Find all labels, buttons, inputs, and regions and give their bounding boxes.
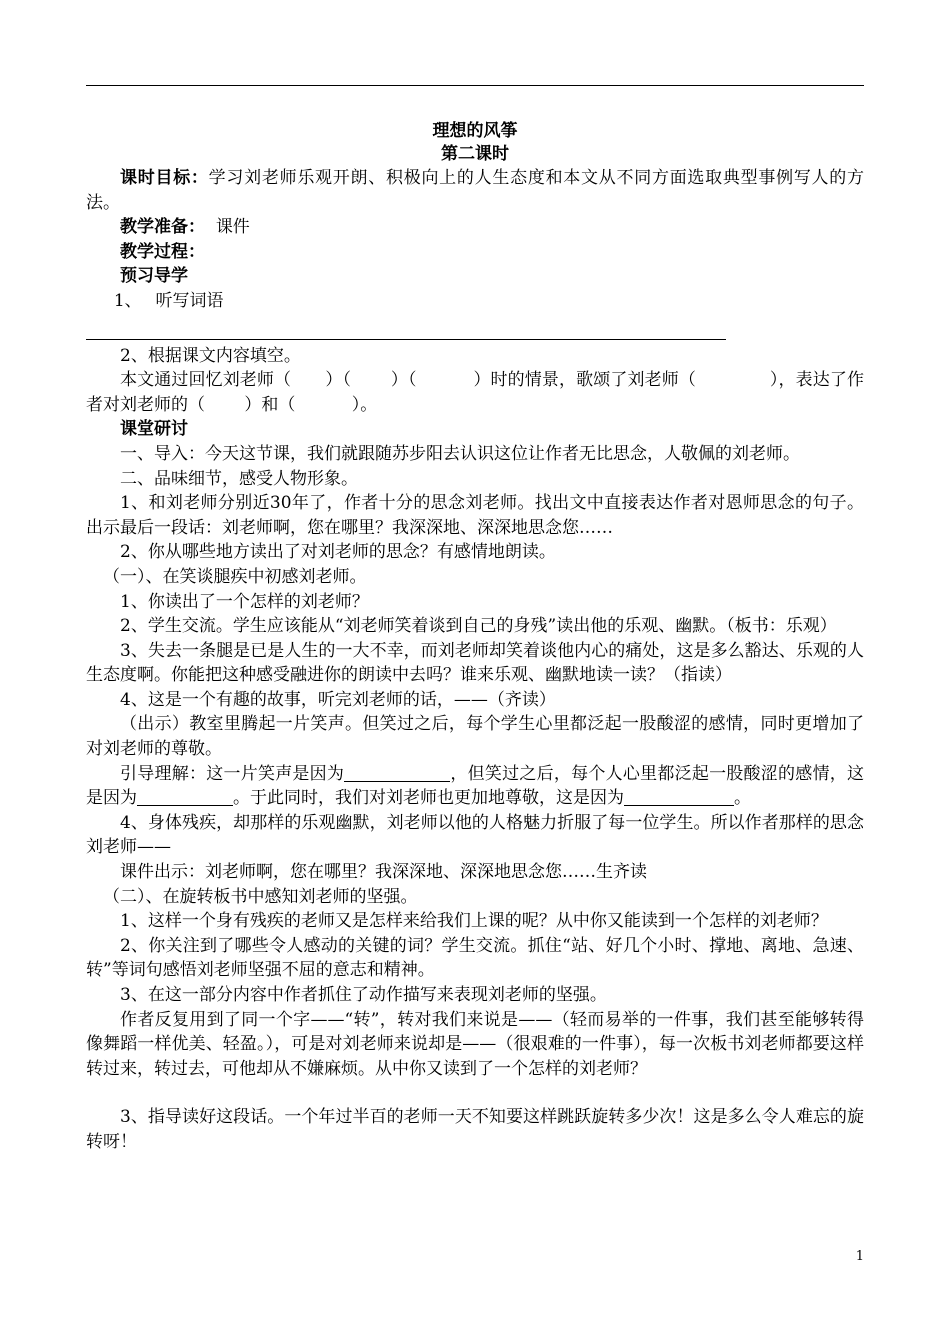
dictation-label: 1、 听写词语 (113, 290, 224, 311)
page-number: 1 (855, 1249, 864, 1264)
paragraph: 2、学生交流。学生应该能从“刘老师笑着谈到自己的身残”读出他的乐观、幽默。（板书：乐观） (120, 616, 837, 637)
paragraph: 4、身体残疾，却那样的乐观幽默，刘老师以他的人格魅力折服了每一位学生。所以作者那样的思念刘老师—— (86, 812, 864, 858)
preview-item-2: 2、根据课文内容填空。 (120, 345, 301, 366)
paragraph: 作者反复用到了同一个字——“转”，转对我们来说是——（轻而易举的一件事，我们甚至能够转得像舞蹈一样优美、轻盈。），可是对刘老师来说却是——（很艰难的一件事），每一次板书刘老师都要这样转过来，转过去，可他却从不嫌麻烦。从中你又读到了一个怎样的刘老师？ (86, 1009, 864, 1079)
answer-blank (624, 789, 734, 806)
preview-fill-blank: 本文通过回忆刘老师（ ）（ ）（ ）时的情景，歌颂了刘老师（ ），表达了作者对刘老师的（ ）和（ ）。 (86, 370, 864, 415)
process-heading: 教学过程： (120, 241, 205, 262)
fill-text: 。于此同时，我们对刘老师也更加地尊敬，这是因为 (233, 788, 624, 809)
prep-label: 教学准备： (120, 217, 205, 238)
paragraph: 3、在这一部分内容中作者抓住了动作描写来表现刘老师的坚强。 (120, 985, 607, 1005)
paragraph: 4、这是一个有趣的故事，听完刘老师的话，——（齐读） (120, 689, 556, 710)
section-heading-2: （二）、在旋转板书中感知刘老师的坚强。 (103, 886, 418, 907)
answer-blank (344, 765, 450, 782)
header-rule (86, 85, 864, 86)
document-title: 理想的风筝 (432, 121, 518, 141)
goal-label: 课时目标： (120, 168, 209, 188)
paragraph: 1、你读出了一个怎样的刘老师？ (120, 591, 369, 612)
preview-item-1 (86, 289, 864, 314)
fill-text: ，但笑过之后，每个人心里都泛起一股酸涩的感情，这是因为 (86, 763, 865, 809)
paragraph: 一、导入：今天这节课，我们就跟随苏步阳去认识这位让作者无比思念，人敬佩的刘老师。 (120, 443, 800, 464)
dictation-answer-line (86, 314, 726, 340)
fill-text: 引导理解：这一片笑声是因为 (120, 763, 345, 784)
paragraph: 3、失去一条腿是已是人生的一大不幸，而刘老师却笑着谈他内心的痛处，这是多么豁达、乐观的人生态度啊。你能把这种感受融进你的朗读中去吗？谁来乐观、幽默地读一读？（指读） (86, 640, 864, 686)
document-body (86, 120, 864, 1155)
paragraph: 1、和刘老师分别近30年了，作者十分的思念刘老师。找出文中直接表达作者对恩师思念的句子。出示最后一段话：刘老师啊，您在哪里？我深深地、深深地思念您…… (86, 493, 864, 538)
paragraph: 二、品味细节，感受人物形象。 (120, 468, 358, 489)
paragraph: 1、这样一个身有残疾的老师又是怎样来给我们上课的呢？从中你又能读到一个怎样的刘老师？ (120, 911, 828, 932)
fill-text: 。 (734, 788, 751, 809)
goal-text: 学习刘老师乐观开朗、积极向上的人生态度和本文从不同方面选取典型事例写人的方法。 (86, 168, 865, 213)
paragraph: （出示）教室里腾起一片笑声。但笑过之后，每个学生心里都泛起一股酸涩的感情，同时更增加了对刘老师的尊敬。 (86, 714, 864, 760)
paragraph: 2、你关注到了哪些令人感动的关键的词？学生交流。抓住“站、好几个小时、撑地、离地、急速、转”等词句感悟刘老师坚强不屈的意志和精神。 (86, 935, 864, 981)
lesson-prep (86, 215, 864, 240)
preview-heading: 预习导学 (120, 266, 188, 287)
lesson-goal (86, 166, 864, 215)
guided-fill-blank (86, 762, 864, 811)
lesson-subtitle: 第二课时 (441, 144, 509, 164)
prep-text: 课件 (215, 217, 250, 238)
paragraph: 2、你从哪些地方读出了对刘老师的思念？有感情地朗读。 (120, 542, 556, 563)
answer-blank (137, 789, 233, 806)
paragraph: 3、指导读好这段话。一个年过半百的老师一天不知要这样跳跃旋转多少次！这是多么令人难忘的旋转呀！ (86, 1107, 864, 1152)
study-heading: 课堂研讨 (120, 419, 188, 440)
blank-space (86, 1081, 864, 1105)
paragraph: 课件出示：刘老师啊，您在哪里？我深深地、深深地思念您……生齐读 (120, 862, 647, 883)
section-heading-1: （一）、在笑谈腿疾中初感刘老师。 (103, 566, 367, 587)
